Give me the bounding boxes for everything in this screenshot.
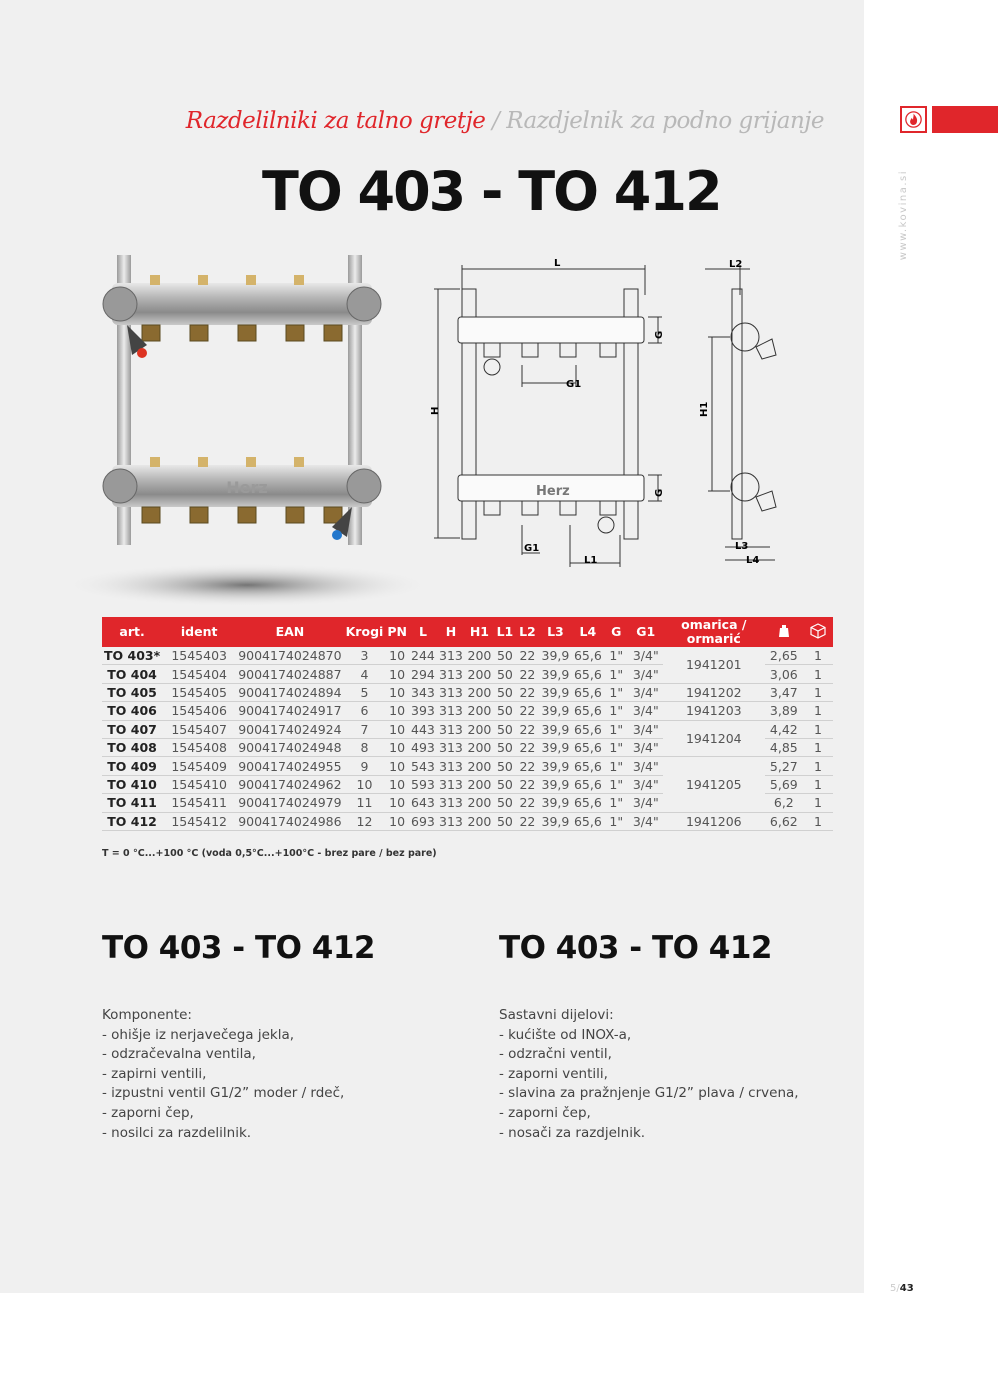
weight-icon	[765, 617, 803, 647]
cell-omarica: 1941205	[663, 757, 765, 812]
product-brand-mark: Herz	[226, 478, 268, 497]
cell-l: 343	[409, 683, 437, 701]
list-item: - slavina za pražnjenje G1/2” plava / crvena,	[499, 1085, 799, 1102]
cell-ean: 9004174024986	[236, 812, 343, 830]
cell-h: 313	[437, 775, 465, 793]
cell-l2: 22	[516, 812, 539, 830]
cell-art: TO 407	[102, 720, 162, 738]
cell-l: 643	[409, 794, 437, 812]
cell-l4: 65,6	[573, 758, 602, 774]
website-url: www.kovina.si	[898, 170, 909, 261]
cell-pn: 10	[385, 757, 409, 775]
cell-g: 1"	[604, 720, 629, 738]
cell-qty: 1	[803, 775, 833, 793]
cell-weight: 3,47	[765, 683, 803, 701]
cell-pn: 10	[385, 665, 409, 683]
cell-l1: 50	[494, 665, 516, 683]
cell-l1: 50	[494, 794, 516, 812]
cell-qty: 1	[803, 683, 833, 701]
list-item: - nosilci za razdelilnik.	[102, 1124, 252, 1141]
cell-l3: 39,9	[539, 720, 572, 738]
cell-l3: 39,9	[539, 812, 572, 830]
col-header-pn: PN	[385, 617, 409, 647]
cell-weight: 4,42	[765, 720, 803, 738]
col-header-l4: L4	[572, 617, 604, 647]
cell-pn: 10	[385, 702, 409, 720]
cell-art: TO 408	[102, 738, 162, 756]
cell-h1: 200	[465, 775, 494, 793]
page-prefix: 5/	[890, 1283, 900, 1294]
table-row	[102, 720, 833, 738]
cell-ean: 9004174024894	[236, 683, 343, 701]
col-header-g1: G1	[629, 617, 663, 647]
cell-g: 1"	[604, 812, 629, 830]
table-row	[102, 683, 833, 701]
table-row	[102, 757, 833, 775]
cell-qty: 1	[803, 757, 833, 775]
cell-krogi: 9	[344, 757, 386, 775]
cell-l1: 50	[494, 683, 516, 701]
cell-weight: 2,65	[765, 647, 803, 665]
cell-g: 1"	[604, 757, 629, 775]
cell-g1: 3/4"	[629, 757, 663, 775]
cell-l3: 39,9	[539, 647, 572, 665]
cell-g1: 3/4"	[629, 794, 663, 812]
col-header-art: art.	[102, 617, 162, 647]
section-slovenian-intro: Komponente:	[102, 1007, 192, 1023]
section-croatian-title: TO 403 - TO 412	[499, 930, 772, 966]
cell-weight: 6,62	[765, 812, 803, 830]
cell-weight: 3,89	[765, 702, 803, 720]
col-header-h1: H1	[465, 617, 494, 647]
cell-h1: 200	[465, 794, 494, 812]
list-item: - odzračevalna ventila,	[102, 1046, 256, 1063]
cell-ean: 9004174024887	[236, 665, 343, 683]
cell-art: TO 411	[102, 794, 162, 812]
cell-g: 1"	[604, 647, 629, 665]
cell-l4: 65,6	[573, 684, 602, 700]
cell-h: 313	[437, 720, 465, 738]
cell-h: 313	[437, 647, 465, 665]
label-L4: L4	[746, 555, 760, 566]
section-slovenian-title: TO 403 - TO 412	[102, 930, 375, 966]
cell-krogi: 5	[344, 683, 386, 701]
cell-h1: 200	[465, 720, 494, 738]
cell-l1: 50	[494, 720, 516, 738]
cell-g1: 3/4"	[629, 702, 663, 720]
section-croatian-list	[499, 1026, 879, 1144]
cell-ident: 1545406	[162, 702, 236, 720]
col-header-l2: L2	[516, 617, 539, 647]
cell-l: 493	[409, 738, 437, 756]
cell-qty: 1	[803, 702, 833, 720]
col-header-l: L	[409, 617, 437, 647]
cell-omarica: 1941204	[663, 720, 765, 757]
list-item: - zaporni čep,	[499, 1104, 591, 1121]
subtitle-separator: /	[485, 108, 507, 134]
label-G1-top: G1	[566, 379, 582, 390]
cell-weight: 6,2	[765, 794, 803, 812]
cell-l: 593	[409, 775, 437, 793]
cell-ean: 9004174024979	[236, 794, 343, 812]
cell-g: 1"	[604, 702, 629, 720]
cell-weight: 3,06	[765, 665, 803, 683]
list-item: - zapirni ventili,	[102, 1065, 207, 1082]
cell-h1: 200	[465, 683, 494, 701]
cell-l4: 65,6	[573, 648, 602, 664]
table-row	[102, 647, 833, 665]
cell-g: 1"	[604, 794, 629, 812]
cell-pn: 10	[385, 794, 409, 812]
cell-l4: 65,6	[573, 776, 602, 792]
cell-krogi: 12	[344, 812, 386, 830]
section-croatian-intro: Sastavni dijelovi:	[499, 1007, 614, 1023]
cell-krogi: 3	[344, 647, 386, 665]
cell-h: 313	[437, 665, 465, 683]
col-header-omarica: omarica / ormarić	[663, 617, 765, 647]
cell-ident: 1545411	[162, 794, 236, 812]
cell-ident: 1545404	[162, 665, 236, 683]
cell-pn: 10	[385, 775, 409, 793]
cell-g1: 3/4"	[629, 665, 663, 683]
label-G-bottom: G	[654, 488, 665, 497]
cell-l4: 65,6	[573, 703, 602, 719]
list-item: - ohišje iz nerjavečega jekla,	[102, 1026, 295, 1043]
cell-l2: 22	[516, 702, 539, 720]
cell-l2: 22	[516, 775, 539, 793]
technical-drawing	[420, 255, 840, 570]
cell-art: TO 410	[102, 775, 162, 793]
page-title: TO 403 - TO 412	[262, 160, 721, 223]
page-number-value: 43	[899, 1283, 914, 1294]
cell-g1: 3/4"	[629, 720, 663, 738]
cell-weight: 4,85	[765, 738, 803, 756]
cell-omarica: 1941203	[663, 702, 765, 720]
list-item: - nosači za razdjelnik.	[499, 1124, 646, 1141]
cell-l3: 39,9	[539, 702, 572, 720]
cell-weight: 5,69	[765, 775, 803, 793]
flame-icon	[900, 106, 927, 133]
cell-krogi: 10	[344, 775, 386, 793]
col-header-g: G	[604, 617, 629, 647]
cell-ident: 1545408	[162, 738, 236, 756]
box-icon	[803, 617, 833, 647]
cell-krogi: 8	[344, 738, 386, 756]
cell-g1: 3/4"	[629, 647, 663, 665]
cell-h: 313	[437, 812, 465, 830]
cell-g1: 3/4"	[629, 683, 663, 701]
cell-art: TO 405	[102, 683, 162, 701]
cell-ident: 1545409	[162, 757, 236, 775]
cell-h: 313	[437, 738, 465, 756]
cell-g: 1"	[604, 683, 629, 701]
cell-l: 393	[409, 702, 437, 720]
cell-qty: 1	[803, 647, 833, 665]
cell-omarica: 1941201	[663, 647, 765, 683]
cell-l2: 22	[516, 665, 539, 683]
cell-l1: 50	[494, 647, 516, 665]
cell-l4: 65,6	[573, 721, 602, 737]
cell-g: 1"	[604, 738, 629, 756]
page-number	[890, 1283, 914, 1294]
cell-weight: 5,27	[765, 757, 803, 775]
cell-l1: 50	[494, 738, 516, 756]
col-header-krogi: Krogi	[344, 617, 386, 647]
cell-ident: 1545405	[162, 683, 236, 701]
cell-l: 543	[409, 757, 437, 775]
cell-art: TO 404	[102, 665, 162, 683]
drawing-brand-mark: Herz	[536, 484, 570, 499]
table-header-row	[102, 617, 833, 647]
label-L1: L1	[584, 555, 598, 566]
cell-krogi: 11	[344, 794, 386, 812]
list-item: - zaporni ventili,	[499, 1065, 608, 1082]
cell-omarica: 1941202	[663, 683, 765, 701]
label-H: H	[430, 406, 441, 415]
cell-qty: 1	[803, 794, 833, 812]
table-row	[102, 702, 833, 720]
section-croatian	[499, 930, 879, 1143]
table-row	[102, 812, 833, 830]
cell-h: 313	[437, 757, 465, 775]
temperature-footnote: T = 0 °C...+100 °C (voda 0,5°C...+100°C - brez pare / bez pare)	[102, 848, 437, 859]
label-H1: H1	[699, 401, 710, 417]
cell-qty: 1	[803, 812, 833, 830]
cell-pn: 10	[385, 647, 409, 665]
cell-h1: 200	[465, 647, 494, 665]
cell-krogi: 6	[344, 702, 386, 720]
cell-ean: 9004174024955	[236, 757, 343, 775]
cell-qty: 1	[803, 738, 833, 756]
cell-l4: 65,6	[573, 795, 602, 811]
cell-l1: 50	[494, 757, 516, 775]
cell-l2: 22	[516, 757, 539, 775]
cell-l3: 39,9	[539, 794, 572, 812]
cell-ean: 9004174024870	[236, 647, 343, 665]
cell-l2: 22	[516, 683, 539, 701]
cell-h: 313	[437, 794, 465, 812]
cell-ident: 1545403	[162, 647, 236, 665]
label-G1-bottom: G1	[524, 543, 540, 554]
cell-g1: 3/4"	[629, 738, 663, 756]
product-photo	[62, 245, 432, 610]
cell-l: 244	[409, 647, 437, 665]
cell-g: 1"	[604, 775, 629, 793]
cell-l1: 50	[494, 775, 516, 793]
cell-art: TO 403*	[102, 647, 162, 665]
subtitle	[0, 108, 824, 134]
cell-pn: 10	[385, 720, 409, 738]
cell-l3: 39,9	[539, 775, 572, 793]
label-L: L	[554, 258, 561, 269]
section-slovenian-list	[102, 1026, 482, 1144]
cell-art: TO 412	[102, 812, 162, 830]
col-header-l3: L3	[539, 617, 572, 647]
cell-l4: 65,6	[573, 740, 602, 756]
cell-h1: 200	[465, 757, 494, 775]
cell-krogi: 7	[344, 720, 386, 738]
cell-omarica: 1941206	[663, 812, 765, 830]
cell-ident: 1545412	[162, 812, 236, 830]
sidebar-accent-bar	[932, 106, 998, 133]
col-header-l1: L1	[494, 617, 516, 647]
cell-h1: 200	[465, 812, 494, 830]
cell-h: 313	[437, 702, 465, 720]
list-item: - izpustni ventil G1/2” moder / rdeč,	[102, 1085, 345, 1102]
cell-l4: 65,6	[573, 666, 602, 682]
cell-l1: 50	[494, 812, 516, 830]
cell-g1: 3/4"	[629, 812, 663, 830]
cell-qty: 1	[803, 665, 833, 683]
cell-ean: 9004174024924	[236, 720, 343, 738]
cell-ean: 9004174024948	[236, 738, 343, 756]
cell-l4: 65,6	[573, 813, 602, 829]
cell-h1: 200	[465, 665, 494, 683]
cell-krogi: 4	[344, 665, 386, 683]
subtitle-croatian: Razdjelnik za podno grijanje	[506, 108, 824, 134]
cell-l3: 39,9	[539, 738, 572, 756]
cell-g: 1"	[604, 665, 629, 683]
list-item: - odzračni ventil,	[499, 1046, 612, 1063]
cell-l2: 22	[516, 738, 539, 756]
cell-g1: 3/4"	[629, 775, 663, 793]
subtitle-slovenian: Razdelilniki za talno gretje	[185, 108, 486, 134]
cell-ident: 1545410	[162, 775, 236, 793]
cell-qty: 1	[803, 720, 833, 738]
col-header-h: H	[437, 617, 465, 647]
label-L3: L3	[735, 541, 749, 552]
col-header-ean: EAN	[236, 617, 343, 647]
cell-l1: 50	[494, 702, 516, 720]
cell-h1: 200	[465, 702, 494, 720]
cell-pn: 10	[385, 683, 409, 701]
cell-h: 313	[437, 683, 465, 701]
cell-l2: 22	[516, 647, 539, 665]
section-slovenian	[102, 930, 482, 1143]
cell-l2: 22	[516, 720, 539, 738]
label-G-top: G	[654, 330, 665, 339]
cell-ean: 9004174024917	[236, 702, 343, 720]
cell-l: 693	[409, 812, 437, 830]
cell-l: 294	[409, 665, 437, 683]
cell-pn: 10	[385, 738, 409, 756]
cell-ident: 1545407	[162, 720, 236, 738]
label-L2: L2	[729, 259, 743, 270]
cell-pn: 10	[385, 812, 409, 830]
cell-h1: 200	[465, 738, 494, 756]
cell-l3: 39,9	[539, 665, 572, 683]
cell-l3: 39,9	[539, 757, 572, 775]
spec-table	[102, 617, 833, 831]
cell-ean: 9004174024962	[236, 775, 343, 793]
cell-l3: 39,9	[539, 683, 572, 701]
cell-art: TO 409	[102, 757, 162, 775]
cell-l2: 22	[516, 794, 539, 812]
col-header-ident: ident	[162, 617, 236, 647]
cell-art: TO 406	[102, 702, 162, 720]
list-item: - kućište od INOX-a,	[499, 1026, 632, 1043]
list-item: - zaporni čep,	[102, 1104, 194, 1121]
cell-l: 443	[409, 720, 437, 738]
